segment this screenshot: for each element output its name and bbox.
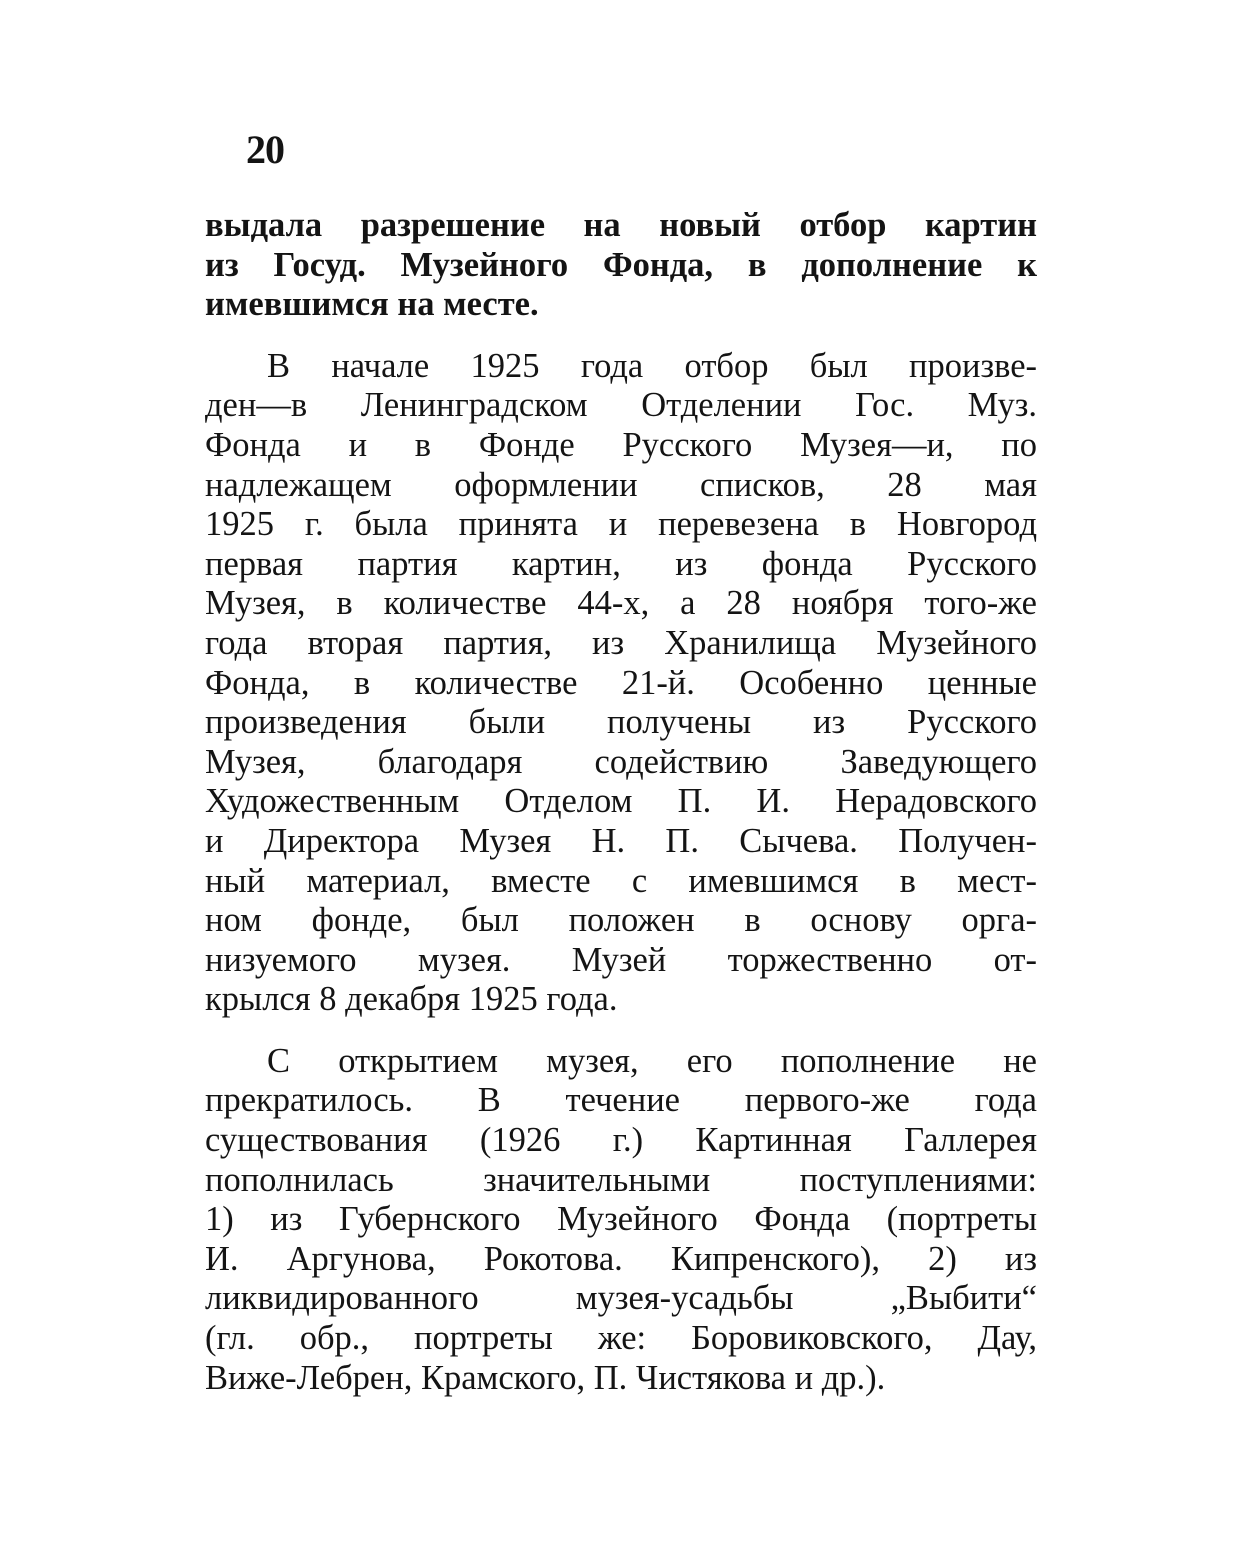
text-line: пополнилась значительными поступлениями: bbox=[205, 1160, 1037, 1199]
text-line: Музея, благодаря содействию Заведующего bbox=[205, 742, 1037, 781]
text-line: С открытием музея, его пополнение не bbox=[267, 1041, 1037, 1080]
text-line: Музея, в количестве 44-х, а 28 ноября того-же bbox=[205, 584, 1037, 623]
text-line: ный материал, вместе с имевшимся в мест- bbox=[205, 861, 1037, 900]
text-line: крылся 8 декабря 1925 года. bbox=[205, 980, 618, 1019]
text-line: прекратилось. В течение первого-же года bbox=[205, 1081, 1037, 1120]
paragraph-3 bbox=[205, 1042, 1037, 1398]
text-line: ликвидированного музея-усадьбы „Выбити“ bbox=[205, 1279, 1037, 1318]
text-line: 1925 г. была принята и перевезена в Новгород bbox=[205, 505, 1037, 544]
text-line: 1) из Губернского Музейного Фонда (портреты bbox=[205, 1200, 1037, 1239]
text-line: и Директора Музея Н. П. Сычева. Получен- bbox=[205, 821, 1037, 860]
paragraph-gap bbox=[205, 325, 1037, 347]
paragraph-gap bbox=[205, 1020, 1037, 1042]
text-line: В начале 1925 года отбор был произве- bbox=[267, 346, 1037, 385]
text-line: из Госуд. Музейного Фонда, в дополнение к bbox=[205, 245, 1037, 284]
text-line: Фонда и в Фонде Русского Музея—и, по bbox=[205, 425, 1037, 464]
paragraph-2 bbox=[205, 347, 1037, 1020]
text-line: Виже-Лебрен, Крамского, П. Чистякова и др.). bbox=[205, 1358, 886, 1397]
text-line: ном фонде, был положен в основу орга- bbox=[205, 901, 1037, 940]
text-line: Фонда, в количестве 21-й. Особенно ценные bbox=[205, 663, 1037, 702]
text-line: существования (1926 г.) Картинная Галлерея bbox=[205, 1121, 1037, 1160]
page-number: 20 bbox=[246, 127, 284, 172]
text-line: произведения были получены из Русского bbox=[205, 703, 1037, 742]
text-line: выдала разрешение на новый отбор картин bbox=[205, 206, 1037, 244]
text-line: низуемого музея. Музей торжественно от- bbox=[205, 940, 1037, 979]
text-line: Художественным Отделом П. И. Нерадовского bbox=[205, 782, 1037, 821]
text-line: года вторая партия, из Хранилища Музейного bbox=[205, 623, 1037, 662]
text-line: надлежащем оформлении списков, 28 мая bbox=[205, 465, 1037, 504]
text-line: И. Аргунова, Рокотова. Кипренского), 2) из bbox=[205, 1239, 1037, 1278]
paragraph-1 bbox=[205, 206, 1037, 325]
text-line: первая партия картин, из фонда Русского bbox=[205, 544, 1037, 583]
text-line: имевшимся на месте. bbox=[205, 285, 539, 324]
text-line: ден—в Ленинградском Отделении Гос. Муз. bbox=[205, 386, 1037, 425]
body-text bbox=[205, 206, 1037, 1398]
text-line: (гл. обр., портреты же: Боровиковского, Дау, bbox=[205, 1319, 1037, 1358]
